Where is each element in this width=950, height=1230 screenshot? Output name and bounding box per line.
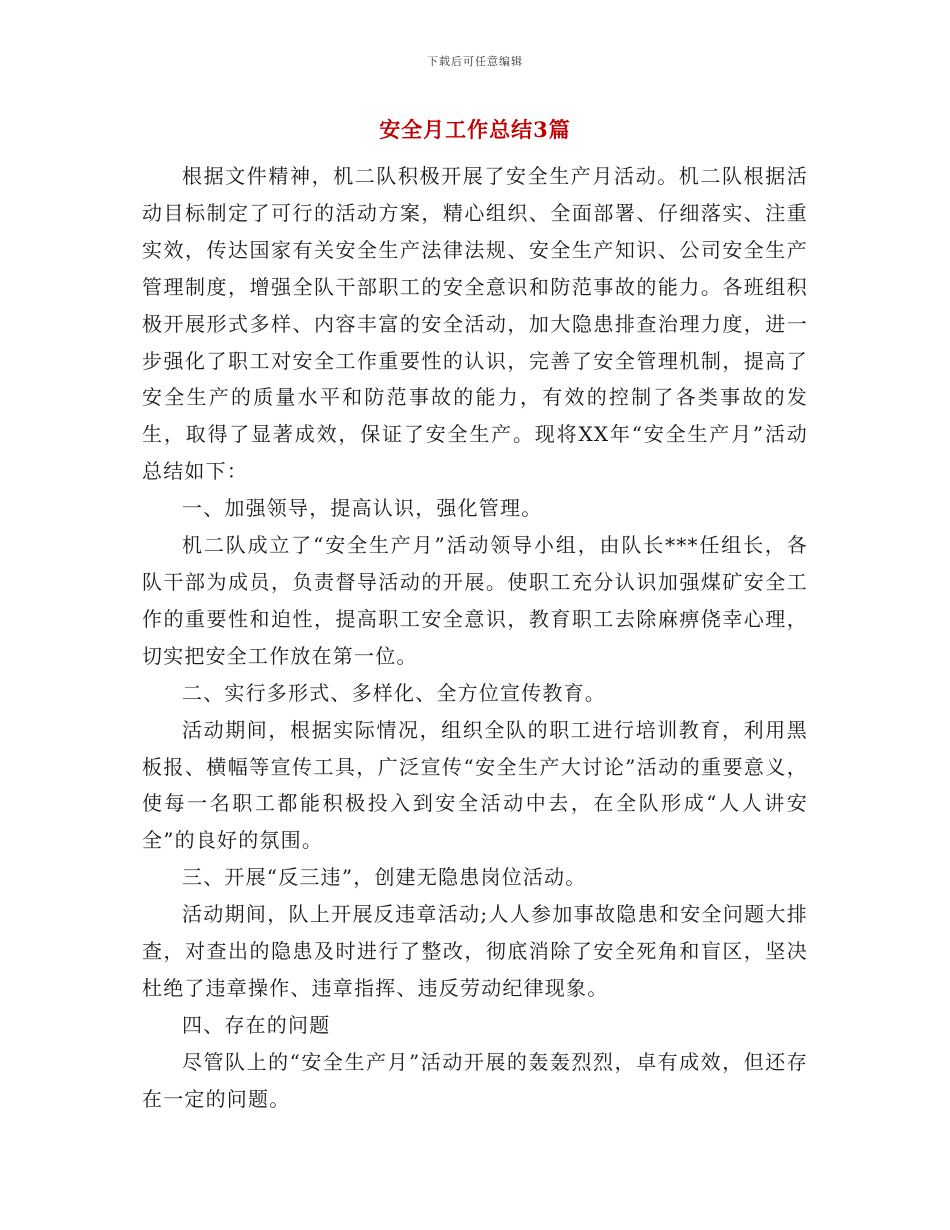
section-heading-3: 三、开展“反三违”，创建无隐患岗位活动。 bbox=[182, 865, 587, 890]
page-header-note: 下载后可任意编辑 bbox=[427, 55, 523, 68]
document-title: 安全月工作总结3篇 bbox=[379, 117, 571, 142]
section-heading-2: 二、实行多形式、多样化、全方位宣传教育。 bbox=[182, 680, 606, 705]
paragraph-intro: 根据文件精神，机二队积极开展了安全生产月活动。机二队根据活动目标制定了可行的活动方案，精心组织、全面部署、仔细落实、注重实效，传达国家有关安全生产法律法规、安全生产知识、公司安全生产管理制度，增强全队干部职工的安全意识和防范事故的能力。各班组积极开展形式多样、内容丰富的安全活动，加大隐患排查治理力度，进一步强化了职工对安全工作重要性的认识，完善了安全管理机制，提高了安全生产的质量水平和防范事故的能力，有效的控制了各类事故的发生，取得了显著成效，保证了安全生产。现将XX年“安全生产月”活动总结如下： bbox=[142, 164, 808, 484]
paragraph-section-3: 活动期间，队上开展反违章活动;人人参加事故隐患和安全问题大排查，对查出的隐患及时进行了整改，彻底消除了安全死角和盲区，坚决杜绝了违章操作、违章指挥、违反劳动纪律现象。 bbox=[142, 902, 808, 1000]
section-heading-1: 一、加强领导，提高认识，强化管理。 bbox=[182, 496, 543, 521]
section-heading-4: 四、存在的问题 bbox=[182, 1012, 331, 1037]
paragraph-section-1: 机二队成立了“安全生产月”活动领导小组，由队长***任组长，各队干部为成员，负责督导活动的开展。使职工充分认识加强煤矿安全工作的重要性和迫性，提高职工安全意识，教育职工去除麻痹侥幸心理，切实把安全工作放在第一位。 bbox=[142, 533, 808, 668]
document-body bbox=[142, 158, 808, 1118]
paragraph-section-4: 尽管队上的“安全生产月”活动开展的轰轰烈烈，卓有成效，但还存在一定的问题。 bbox=[142, 1049, 808, 1111]
paragraph-section-2: 活动期间，根据实际情况，组织全队的职工进行培训教育，利用黑板报、横幅等宣传工具，广泛宣传“安全生产大讨论”活动的重要意义，使每一名职工都能积极投入到安全活动中去，在全队形成“人人讲安全”的良好的氛围。 bbox=[142, 717, 808, 853]
